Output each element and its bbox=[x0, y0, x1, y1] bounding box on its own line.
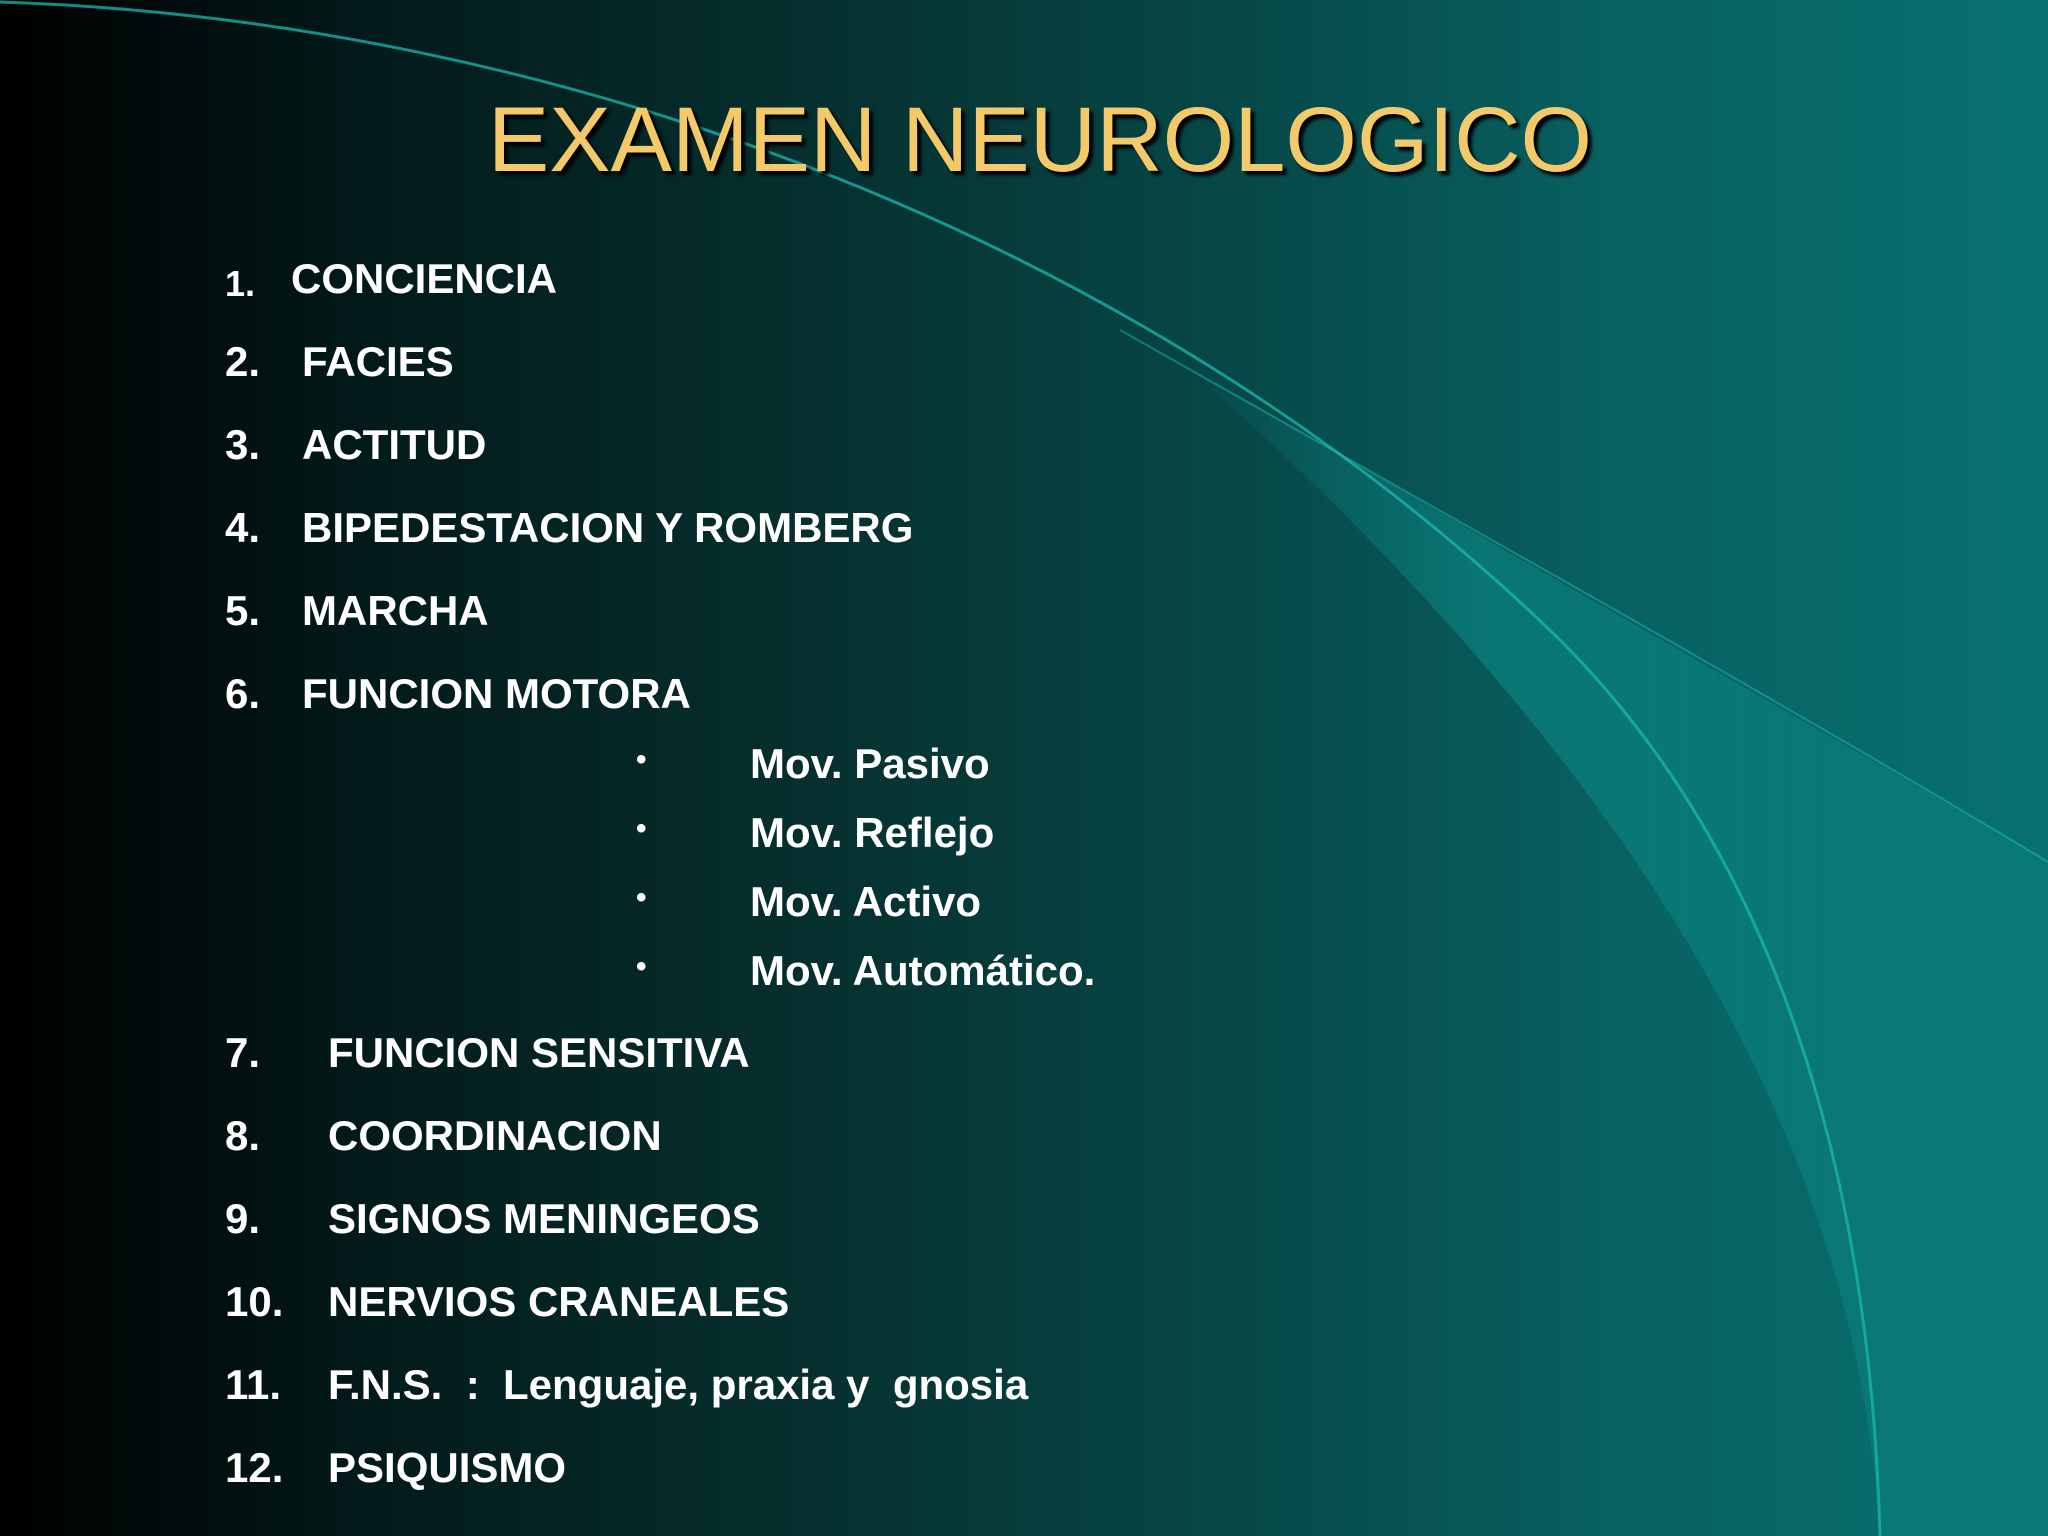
sub-item-text: Mov. Activo bbox=[750, 878, 982, 925]
item-number: 11. bbox=[225, 1361, 282, 1408]
item-number: 1. bbox=[225, 263, 256, 304]
item-number: 9. bbox=[225, 1195, 261, 1242]
item-text: FUNCION SENSITIVA bbox=[328, 1029, 750, 1076]
item-number: 3. bbox=[225, 421, 261, 468]
item-number: 12. bbox=[225, 1444, 284, 1491]
item-text: CONCIENCIA bbox=[291, 255, 558, 302]
sub-item-text: Mov. Reflejo bbox=[750, 809, 995, 856]
item-text: F.N.S. : Lenguaje, praxia y gnosia bbox=[328, 1361, 1029, 1408]
slide-title: EXAMEN NEUROLOGICO bbox=[487, 89, 1593, 191]
item-text: BIPEDESTACION Y ROMBERG bbox=[302, 504, 914, 551]
item-text: FUNCION MOTORA bbox=[302, 670, 691, 717]
item-text: MARCHA bbox=[302, 587, 489, 634]
item-text: PSIQUISMO bbox=[328, 1444, 567, 1491]
item-text: COORDINACION bbox=[328, 1112, 662, 1159]
item-text: ACTITUD bbox=[302, 421, 487, 468]
item-text: NERVIOS CRANEALES bbox=[328, 1278, 790, 1325]
bullet-icon: • bbox=[636, 743, 647, 776]
item-number: 7. bbox=[225, 1029, 261, 1076]
item-number: 5. bbox=[225, 587, 261, 634]
item-number: 6. bbox=[225, 670, 261, 717]
item-text: SIGNOS MENINGEOS bbox=[328, 1195, 760, 1242]
item-number: 8. bbox=[225, 1112, 261, 1159]
bullet-icon: • bbox=[636, 881, 647, 914]
bullet-icon: • bbox=[636, 950, 647, 983]
sub-item-text: Mov. Pasivo bbox=[750, 740, 990, 787]
sub-item-text: Mov. Automático. bbox=[750, 947, 1096, 994]
item-text: FACIES bbox=[302, 338, 454, 385]
item-number: 2. bbox=[225, 338, 261, 385]
item-number: 10. bbox=[225, 1278, 284, 1325]
bullet-icon: • bbox=[636, 812, 647, 845]
item-number: 4. bbox=[225, 504, 261, 551]
